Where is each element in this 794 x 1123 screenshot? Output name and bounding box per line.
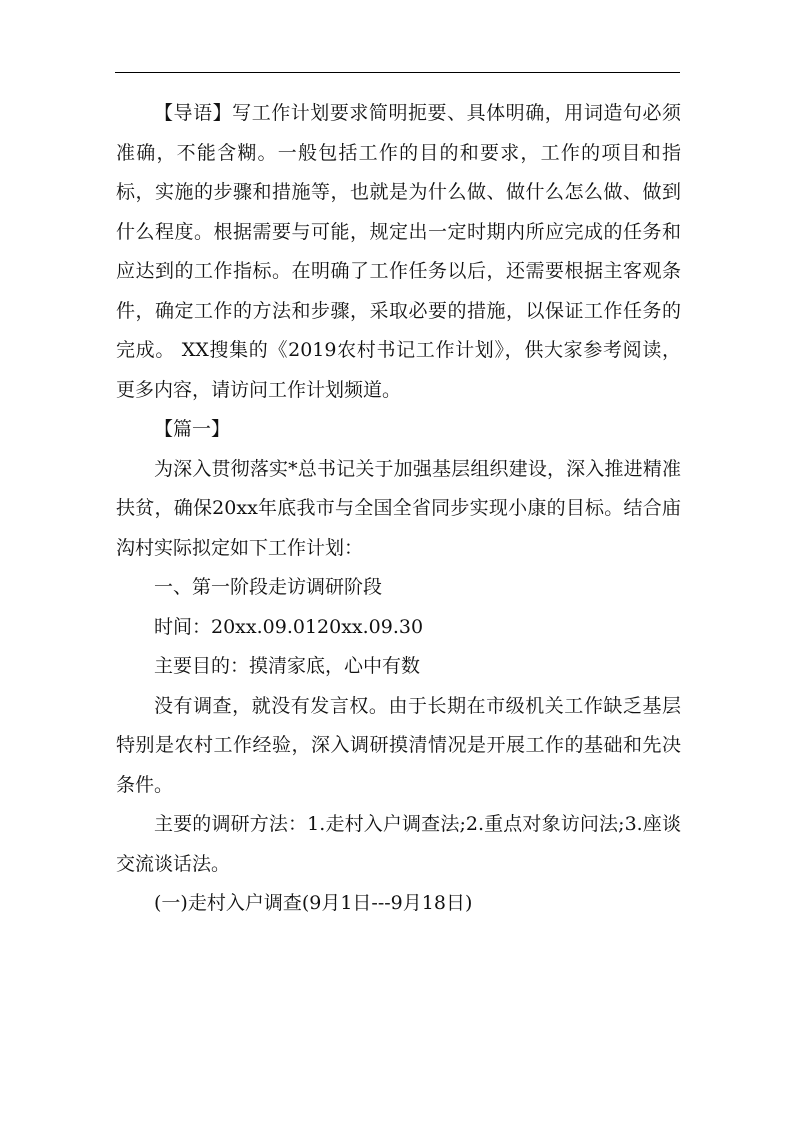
intro-paragraph: 【导语】写工作计划要求简明扼要、具体明确，用词造句必须准确，不能含糊。一般包括工作的目的和要求，工作的项目和指标，实施的步骤和措施等，也就是为什么做、做什么怎么做、做到什么程度。根据需要与可能，规定出一定时期内所应完成的任务和应达到的工作指标。在明确了工作任务以后，还需要根据主客观条件，确定工作的方法和步骤，采取必要的措施，以保证工作任务的完成。 XX搜集的《2019农村书记工作计划》，供大家参考阅读，更多内容，请访问工作计划频道。 <box>116 102 681 401</box>
goal-line: 主要目的：摸清家底，心中有数 <box>154 655 421 677</box>
subsection-heading: (一)走村入户调查(9月1日---9月18日) <box>154 892 473 914</box>
document-body <box>116 94 681 924</box>
stage-heading: 一、第一阶段走访调研阶段 <box>154 576 383 598</box>
time-line: 时间：20xx.09.0120xx.09.30 <box>154 615 424 638</box>
body-paragraph: 为深入贯彻落实*总书记关于加强基层组织建设，深入推进精准扶贫，确保20xx年底我市与全国全省同步实现小康的目标。结合庙沟村实际拟定如下工作计划： <box>116 457 681 559</box>
header-rule <box>115 72 680 73</box>
section-heading: 【篇一】 <box>154 418 231 440</box>
method-paragraph: 主要的调研方法：1.走村入户调查法;2.重点对象访问法;3.座谈交流谈话法。 <box>116 813 681 875</box>
body-paragraph: 没有调查，就没有发言权。由于长期在市级机关工作缺乏基层特别是农村工作经验，深入调研摸清情况是开展工作的基础和先决条件。 <box>116 694 681 796</box>
